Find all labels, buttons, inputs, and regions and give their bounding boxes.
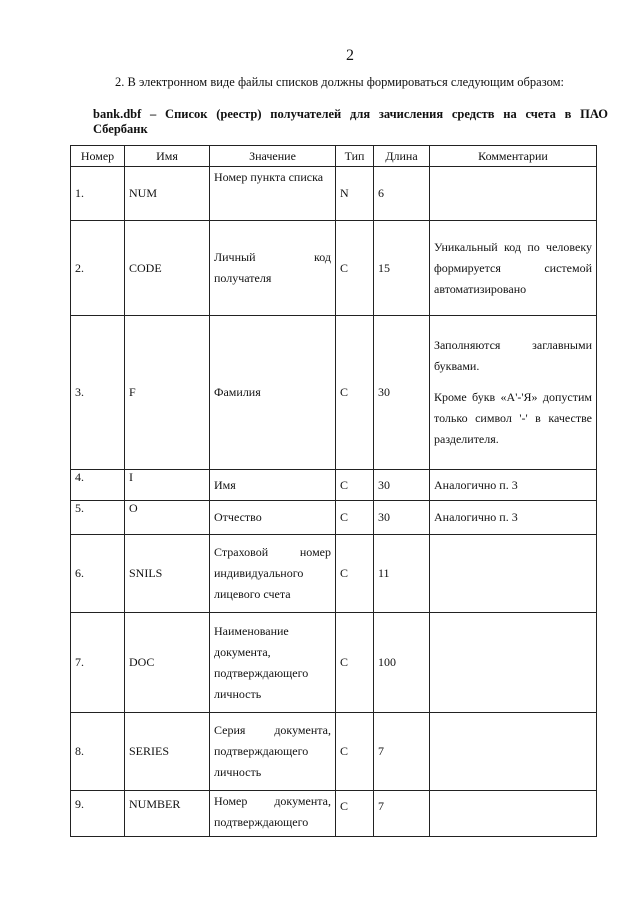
table-row [71,501,597,535]
page-number: 2 [346,47,354,64]
table-row [71,221,597,316]
cell-length: 30 [374,316,430,470]
cell-number: 7. [71,613,125,713]
cell-comment: Уникальный код по человеку формируется системой автоматизировано [430,221,597,316]
cell-comment [430,713,597,791]
comment-paragraph: Заполняются заглавными буквами. [434,338,592,373]
cell-length: 15 [374,221,430,316]
cell-number: 6. [71,535,125,613]
cell-number: 8. [71,713,125,791]
cell-type: C [336,316,374,470]
cell-name: SNILS [125,535,210,613]
cell-name: NUM [125,167,210,221]
table-row [71,713,597,791]
table-heading [93,107,608,137]
cell-comment: Аналогично п. 3 [430,501,597,535]
cell-name: O [125,501,210,535]
cell-comment: Аналогично п. 3 [430,470,597,501]
table-header-row [71,146,597,167]
cell-value: Отчество [210,501,336,535]
cell-number: 3. [71,316,125,470]
cell-value: Серия документа, подтверждающего личность [210,713,336,791]
cell-comment [430,791,597,837]
cell-length: 100 [374,613,430,713]
cell-type: C [336,713,374,791]
cell-value: Личный код получателя [210,221,336,316]
intro-text: 2. В электронном виде файлы списков должны формироваться следующим образом: [115,75,564,89]
header-name: Имя [125,146,210,167]
header-length: Длина [374,146,430,167]
cell-comment [430,167,597,221]
cell-type: C [336,613,374,713]
cell-value: Наименование документа, подтверждающего личность [210,613,336,713]
cell-length: 11 [374,535,430,613]
cell-comment [430,316,597,470]
cell-number: 2. [71,221,125,316]
header-value: Значение [210,146,336,167]
table-heading-line2: Сбербанк [93,122,148,136]
cell-value: Имя [210,470,336,501]
cell-name: SERIES [125,713,210,791]
cell-value: Номер пункта списка [210,167,336,221]
table-row [71,167,597,221]
cell-type: C [336,501,374,535]
cell-value: Страховой номер индивидуального лицевого счета [210,535,336,613]
cell-length: 30 [374,501,430,535]
cell-name: NUMBER [125,791,210,837]
header-type: Тип [336,146,374,167]
table-row [71,791,597,837]
header-number: Номер [71,146,125,167]
cell-comment [430,535,597,613]
table-heading-line1: bank.dbf – Список (реестр) получателей для зачисления средств на счета в ПАО [93,107,608,121]
cell-name: DOC [125,613,210,713]
comment-paragraph: Кроме букв «А'-'Я» допустим только символ '-' в качестве разделителя. [434,390,592,446]
cell-name: CODE [125,221,210,316]
cell-number: 1. [71,167,125,221]
header-comments: Комментарии [430,146,597,167]
cell-length: 7 [374,713,430,791]
table-row [71,470,597,501]
cell-length: 6 [374,167,430,221]
table-row [71,613,597,713]
cell-name: F [125,316,210,470]
cell-value: Номер документа, подтверждающего [210,791,336,837]
cell-number: 5. [71,501,125,535]
table-row [71,316,597,470]
table-row [71,535,597,613]
cell-name: I [125,470,210,501]
cell-number: 9. [71,791,125,837]
registry-table [70,145,597,837]
cell-type: C [336,470,374,501]
cell-type: C [336,221,374,316]
cell-type: C [336,791,374,837]
cell-value: Фамилия [210,316,336,470]
cell-length: 30 [374,470,430,501]
cell-length: 7 [374,791,430,837]
cell-number: 4. [71,470,125,501]
cell-type: N [336,167,374,221]
cell-type: C [336,535,374,613]
cell-comment [430,613,597,713]
